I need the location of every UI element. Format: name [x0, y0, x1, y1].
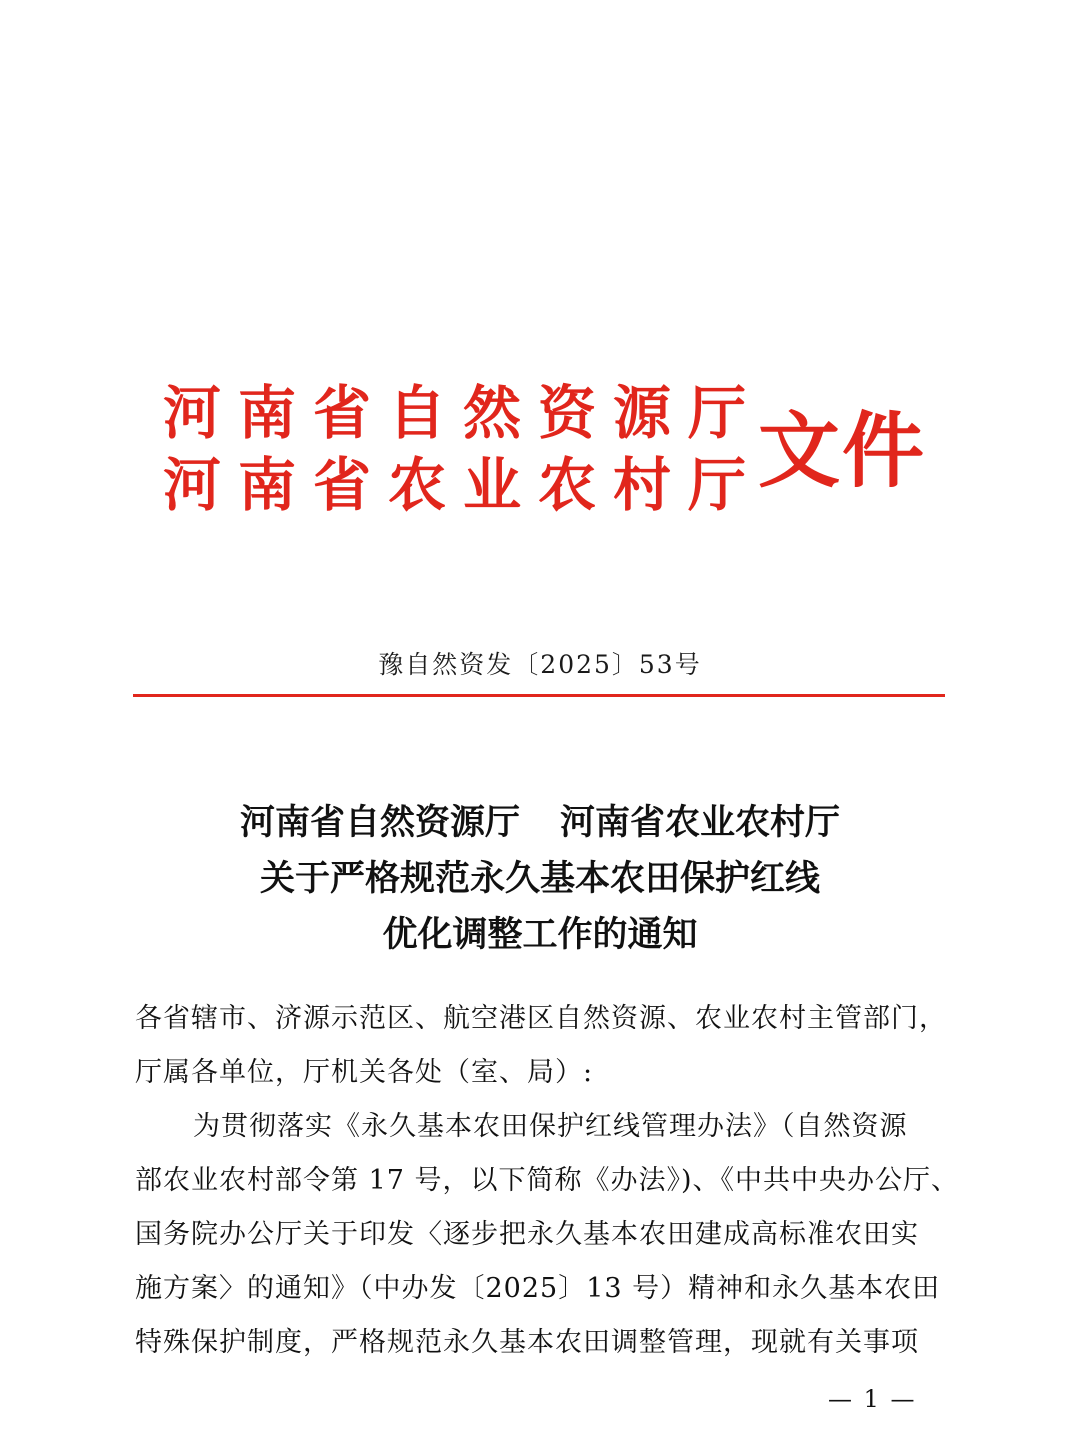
letterhead-doc-type: 文件	[758, 403, 927, 499]
page-number: — 1 —	[828, 1385, 917, 1413]
addressee-line: 各省辖市、济源示范区、航空港区自然资源、农业农村主管部门，	[135, 1003, 947, 1034]
title-line-3: 优化调整工作的通知	[382, 914, 698, 955]
document-number: 豫自然资发〔2025〕53号	[378, 650, 702, 679]
paragraph-line: 施方案〉的通知》（中办发〔2025〕13 号）精神和永久基本农田	[135, 1273, 941, 1304]
letterhead-dept-natural-resources: 河南省自然资源厅	[163, 379, 764, 447]
paragraph-line: 为贯彻落实《永久基本农田保护红线管理办法》（自然资源	[193, 1111, 908, 1142]
document-title	[0, 795, 1080, 963]
title-issuer-2: 河南省农业农村厅	[560, 802, 841, 843]
paragraph-line: 国务院办公厅关于印发〈逐步把永久基本农田建成高标准农田实	[135, 1219, 919, 1250]
letterhead-dept-agriculture: 河南省农业农村厅	[163, 451, 764, 519]
title-line-2: 关于严格规范永久基本农田保护红线	[259, 858, 820, 899]
title-issuer-1: 河南省自然资源厅	[239, 802, 520, 843]
paragraph-line: 特殊保护制度，严格规范永久基本农田调整管理，现就有关事项	[135, 1327, 919, 1358]
title-line-issuers	[0, 795, 1080, 851]
addressee-line: 厅属各单位，厅机关各处（室、局）:	[135, 1057, 594, 1088]
document-body	[135, 992, 960, 1370]
paragraph-line: 部农业农村部令第 17 号，以下简称《办法》)、《中共中央办公厅、	[135, 1165, 960, 1196]
red-separator-line	[133, 694, 945, 697]
letterhead	[163, 378, 927, 519]
